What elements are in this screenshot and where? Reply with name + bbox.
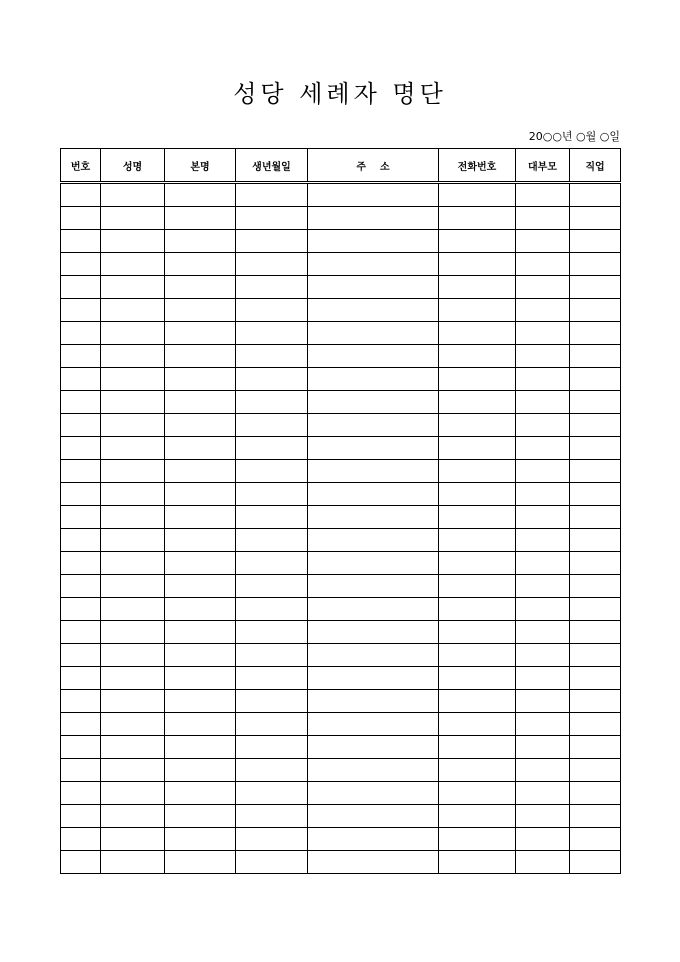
cell-godparent <box>516 230 570 253</box>
cell-baptismal-name <box>165 552 236 575</box>
cell-phone <box>439 736 516 759</box>
cell-godparent <box>516 552 570 575</box>
cell-birth-date <box>236 575 308 598</box>
table-row <box>61 805 621 828</box>
cell-phone <box>439 667 516 690</box>
cell-number <box>61 644 101 667</box>
table-row <box>61 437 621 460</box>
cell-birth-date <box>236 368 308 391</box>
cell-name <box>101 253 165 276</box>
cell-birth-date <box>236 529 308 552</box>
cell-name <box>101 460 165 483</box>
cell-baptismal-name <box>165 299 236 322</box>
cell-name <box>101 552 165 575</box>
cell-address <box>308 851 439 874</box>
cell-baptismal-name <box>165 483 236 506</box>
cell-address <box>308 782 439 805</box>
table-row <box>61 690 621 713</box>
cell-number <box>61 782 101 805</box>
table-header-row <box>61 149 621 183</box>
cell-birth-date <box>236 805 308 828</box>
cell-occupation <box>570 414 621 437</box>
cell-number <box>61 759 101 782</box>
cell-number <box>61 322 101 345</box>
cell-godparent <box>516 644 570 667</box>
cell-birth-date <box>236 782 308 805</box>
cell-baptismal-name <box>165 506 236 529</box>
table-row <box>61 851 621 874</box>
cell-address <box>308 345 439 368</box>
cell-baptismal-name <box>165 322 236 345</box>
table-row <box>61 598 621 621</box>
cell-address <box>308 230 439 253</box>
cell-baptismal-name <box>165 851 236 874</box>
cell-phone <box>439 552 516 575</box>
cell-baptismal-name <box>165 575 236 598</box>
cell-phone <box>439 644 516 667</box>
cell-name <box>101 391 165 414</box>
cell-address <box>308 506 439 529</box>
table-row <box>61 506 621 529</box>
cell-phone <box>439 506 516 529</box>
table-row <box>61 391 621 414</box>
cell-number <box>61 828 101 851</box>
cell-name <box>101 483 165 506</box>
cell-phone <box>439 851 516 874</box>
cell-occupation <box>570 230 621 253</box>
cell-address <box>308 759 439 782</box>
cell-number <box>61 460 101 483</box>
table-row <box>61 299 621 322</box>
cell-occupation <box>570 207 621 230</box>
cell-phone <box>439 207 516 230</box>
table-row <box>61 483 621 506</box>
cell-number <box>61 529 101 552</box>
cell-baptismal-name <box>165 460 236 483</box>
cell-baptismal-name <box>165 713 236 736</box>
cell-birth-date <box>236 759 308 782</box>
cell-occupation <box>570 782 621 805</box>
cell-address <box>308 667 439 690</box>
cell-baptismal-name <box>165 529 236 552</box>
cell-baptismal-name <box>165 782 236 805</box>
cell-phone <box>439 368 516 391</box>
cell-phone <box>439 621 516 644</box>
baptism-roster-table <box>60 148 621 874</box>
cell-name <box>101 529 165 552</box>
cell-address <box>308 552 439 575</box>
cell-baptismal-name <box>165 345 236 368</box>
cell-godparent <box>516 598 570 621</box>
table-row <box>61 368 621 391</box>
cell-birth-date <box>236 276 308 299</box>
table-row <box>61 828 621 851</box>
cell-baptismal-name <box>165 391 236 414</box>
cell-baptismal-name <box>165 253 236 276</box>
cell-phone <box>439 230 516 253</box>
cell-occupation <box>570 276 621 299</box>
cell-address <box>308 368 439 391</box>
table-row <box>61 644 621 667</box>
cell-baptismal-name <box>165 230 236 253</box>
cell-address <box>308 276 439 299</box>
cell-baptismal-name <box>165 621 236 644</box>
cell-phone <box>439 690 516 713</box>
document-title: 성당 세례자 명단 <box>233 80 447 108</box>
header-birth-date: 생년월일 <box>236 149 308 183</box>
cell-birth-date <box>236 183 308 207</box>
cell-godparent <box>516 621 570 644</box>
cell-birth-date <box>236 552 308 575</box>
cell-birth-date <box>236 644 308 667</box>
cell-name <box>101 713 165 736</box>
cell-number <box>61 253 101 276</box>
cell-godparent <box>516 690 570 713</box>
cell-address <box>308 207 439 230</box>
table-row <box>61 207 621 230</box>
cell-phone <box>439 414 516 437</box>
cell-phone <box>439 483 516 506</box>
header-number: 번호 <box>61 149 101 183</box>
cell-address <box>308 391 439 414</box>
cell-address <box>308 253 439 276</box>
cell-occupation <box>570 368 621 391</box>
cell-number <box>61 667 101 690</box>
cell-name <box>101 828 165 851</box>
cell-birth-date <box>236 690 308 713</box>
cell-birth-date <box>236 299 308 322</box>
cell-occupation <box>570 506 621 529</box>
cell-occupation <box>570 299 621 322</box>
cell-phone <box>439 598 516 621</box>
cell-name <box>101 230 165 253</box>
table-row <box>61 529 621 552</box>
cell-address <box>308 529 439 552</box>
cell-birth-date <box>236 437 308 460</box>
cell-birth-date <box>236 667 308 690</box>
cell-occupation <box>570 598 621 621</box>
cell-baptismal-name <box>165 368 236 391</box>
cell-name <box>101 851 165 874</box>
cell-birth-date <box>236 506 308 529</box>
cell-occupation <box>570 690 621 713</box>
table-row <box>61 552 621 575</box>
cell-occupation <box>570 253 621 276</box>
cell-number <box>61 621 101 644</box>
header-godparent: 대부모 <box>516 149 570 183</box>
cell-phone <box>439 529 516 552</box>
table-body <box>61 183 621 874</box>
cell-godparent <box>516 391 570 414</box>
cell-phone <box>439 437 516 460</box>
table-row <box>61 621 621 644</box>
cell-number <box>61 851 101 874</box>
cell-baptismal-name <box>165 828 236 851</box>
cell-baptismal-name <box>165 598 236 621</box>
cell-name <box>101 276 165 299</box>
cell-birth-date <box>236 207 308 230</box>
cell-name <box>101 575 165 598</box>
cell-number <box>61 552 101 575</box>
cell-address <box>308 621 439 644</box>
cell-occupation <box>570 437 621 460</box>
table-row <box>61 345 621 368</box>
cell-phone <box>439 713 516 736</box>
cell-occupation <box>570 322 621 345</box>
cell-godparent <box>516 828 570 851</box>
cell-occupation <box>570 621 621 644</box>
cell-address <box>308 183 439 207</box>
table-row <box>61 713 621 736</box>
cell-godparent <box>516 299 570 322</box>
cell-name <box>101 667 165 690</box>
cell-phone <box>439 828 516 851</box>
cell-baptismal-name <box>165 805 236 828</box>
cell-number <box>61 483 101 506</box>
cell-godparent <box>516 460 570 483</box>
cell-number <box>61 345 101 368</box>
cell-occupation <box>570 759 621 782</box>
cell-birth-date <box>236 253 308 276</box>
cell-godparent <box>516 253 570 276</box>
cell-address <box>308 598 439 621</box>
cell-number <box>61 299 101 322</box>
cell-name <box>101 782 165 805</box>
cell-name <box>101 690 165 713</box>
cell-number <box>61 230 101 253</box>
table-row <box>61 253 621 276</box>
table-row <box>61 460 621 483</box>
cell-occupation <box>570 575 621 598</box>
cell-number <box>61 414 101 437</box>
cell-occupation <box>570 483 621 506</box>
cell-phone <box>439 575 516 598</box>
cell-birth-date <box>236 322 308 345</box>
cell-occupation <box>570 529 621 552</box>
cell-occupation <box>570 851 621 874</box>
cell-address <box>308 690 439 713</box>
cell-baptismal-name <box>165 437 236 460</box>
table-row <box>61 759 621 782</box>
cell-birth-date <box>236 828 308 851</box>
cell-godparent <box>516 183 570 207</box>
cell-birth-date <box>236 713 308 736</box>
cell-number <box>61 207 101 230</box>
table-row <box>61 276 621 299</box>
cell-occupation <box>570 713 621 736</box>
cell-godparent <box>516 368 570 391</box>
cell-godparent <box>516 322 570 345</box>
cell-occupation <box>570 828 621 851</box>
cell-address <box>308 437 439 460</box>
cell-name <box>101 414 165 437</box>
cell-godparent <box>516 483 570 506</box>
cell-baptismal-name <box>165 276 236 299</box>
cell-phone <box>439 391 516 414</box>
cell-godparent <box>516 713 570 736</box>
cell-occupation <box>570 644 621 667</box>
cell-birth-date <box>236 483 308 506</box>
cell-address <box>308 736 439 759</box>
cell-godparent <box>516 736 570 759</box>
cell-name <box>101 322 165 345</box>
cell-address <box>308 483 439 506</box>
cell-baptismal-name <box>165 759 236 782</box>
cell-baptismal-name <box>165 183 236 207</box>
cell-name <box>101 368 165 391</box>
table-row <box>61 230 621 253</box>
cell-occupation <box>570 391 621 414</box>
cell-number <box>61 575 101 598</box>
cell-godparent <box>516 529 570 552</box>
header-address: 주 소 <box>308 149 439 183</box>
cell-address <box>308 805 439 828</box>
cell-name <box>101 506 165 529</box>
cell-name <box>101 183 165 207</box>
cell-phone <box>439 345 516 368</box>
cell-phone <box>439 322 516 345</box>
table-row <box>61 575 621 598</box>
cell-name <box>101 805 165 828</box>
cell-godparent <box>516 414 570 437</box>
cell-name <box>101 759 165 782</box>
cell-godparent <box>516 851 570 874</box>
cell-address <box>308 713 439 736</box>
cell-name <box>101 299 165 322</box>
cell-godparent <box>516 667 570 690</box>
cell-address <box>308 575 439 598</box>
cell-address <box>308 322 439 345</box>
cell-number <box>61 506 101 529</box>
cell-phone <box>439 183 516 207</box>
cell-address <box>308 460 439 483</box>
cell-address <box>308 644 439 667</box>
cell-phone <box>439 805 516 828</box>
cell-occupation <box>570 183 621 207</box>
cell-name <box>101 207 165 230</box>
cell-number <box>61 690 101 713</box>
cell-birth-date <box>236 230 308 253</box>
cell-godparent <box>516 207 570 230</box>
cell-godparent <box>516 782 570 805</box>
cell-phone <box>439 276 516 299</box>
cell-occupation <box>570 460 621 483</box>
cell-baptismal-name <box>165 667 236 690</box>
cell-baptismal-name <box>165 207 236 230</box>
cell-phone <box>439 759 516 782</box>
table-row <box>61 414 621 437</box>
cell-occupation <box>570 552 621 575</box>
cell-address <box>308 414 439 437</box>
cell-birth-date <box>236 851 308 874</box>
cell-godparent <box>516 276 570 299</box>
cell-occupation <box>570 345 621 368</box>
cell-number <box>61 437 101 460</box>
cell-baptismal-name <box>165 644 236 667</box>
cell-birth-date <box>236 414 308 437</box>
table-row <box>61 667 621 690</box>
cell-birth-date <box>236 736 308 759</box>
table-row <box>61 183 621 207</box>
cell-number <box>61 391 101 414</box>
cell-number <box>61 805 101 828</box>
cell-number <box>61 598 101 621</box>
cell-address <box>308 828 439 851</box>
table-row <box>61 736 621 759</box>
cell-birth-date <box>236 345 308 368</box>
cell-godparent <box>516 345 570 368</box>
document-date: 20○○년 ○월 ○일 <box>528 130 620 143</box>
cell-phone <box>439 253 516 276</box>
cell-godparent <box>516 437 570 460</box>
table-row <box>61 782 621 805</box>
cell-birth-date <box>236 621 308 644</box>
cell-birth-date <box>236 391 308 414</box>
cell-number <box>61 368 101 391</box>
cell-address <box>308 299 439 322</box>
cell-number <box>61 713 101 736</box>
cell-baptismal-name <box>165 690 236 713</box>
cell-name <box>101 736 165 759</box>
cell-baptismal-name <box>165 414 236 437</box>
cell-birth-date <box>236 460 308 483</box>
cell-number <box>61 736 101 759</box>
cell-name <box>101 621 165 644</box>
cell-godparent <box>516 506 570 529</box>
cell-occupation <box>570 736 621 759</box>
header-phone: 전화번호 <box>439 149 516 183</box>
cell-name <box>101 345 165 368</box>
cell-godparent <box>516 805 570 828</box>
cell-phone <box>439 782 516 805</box>
cell-number <box>61 276 101 299</box>
cell-phone <box>439 299 516 322</box>
cell-occupation <box>570 667 621 690</box>
cell-godparent <box>516 759 570 782</box>
cell-birth-date <box>236 598 308 621</box>
cell-occupation <box>570 805 621 828</box>
header-occupation: 직업 <box>570 149 621 183</box>
cell-baptismal-name <box>165 736 236 759</box>
cell-number <box>61 183 101 207</box>
table-row <box>61 322 621 345</box>
cell-godparent <box>516 575 570 598</box>
header-name: 성명 <box>101 149 165 183</box>
cell-phone <box>439 460 516 483</box>
cell-name <box>101 598 165 621</box>
cell-name <box>101 644 165 667</box>
header-baptismal-name: 본명 <box>165 149 236 183</box>
cell-name <box>101 437 165 460</box>
